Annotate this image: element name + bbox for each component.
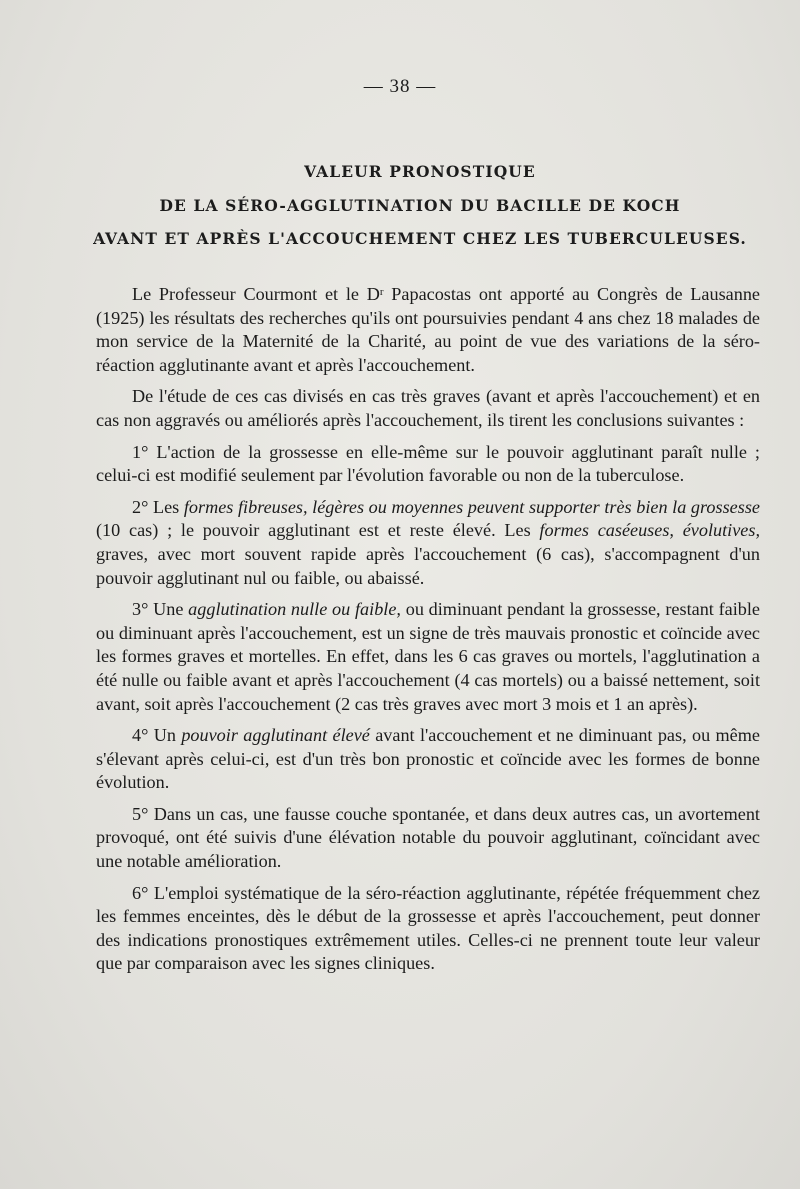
paragraph-text: (10 cas) ; le pouvoir agglutinant est et reste élevé. Les — [96, 520, 540, 541]
title-line-2: DE LA SÉRO-AGGLUTINATION DU BACILLE DE KOCH — [159, 195, 681, 215]
title-line-1: VALEUR PRONOSTIQUE — [304, 162, 536, 181]
conclusion-3 — [96, 598, 760, 716]
paragraph-study — [96, 385, 760, 432]
italic-text: agglutination nulle ou faible, — [188, 599, 401, 620]
conclusion-4 — [96, 724, 760, 795]
paragraph-text: 2° Les — [132, 496, 184, 517]
conclusion-1 — [96, 441, 760, 488]
paragraph-text: De l'étude de ces cas divisés en cas très graves (avant et après l'accouchement) et en cas non aggravés ou améliorés après l'accouchement, ils tirent les conclusions suivantes : — [96, 386, 760, 430]
page-number: — 38 — — [363, 76, 437, 97]
conclusion-2 — [96, 496, 760, 590]
paragraph-text: 1° L'action de la grossesse en elle-même sur le pouvoir agglutinant paraît nulle ; celui-ci est modifié seulement par l'évolution favorable ou non de la tuberculose. — [96, 441, 760, 486]
section-title — [60, 155, 780, 256]
paragraph-text: 6° L'emploi systématique de la séro-réaction agglutinante, répétée fréquemment chez les femmes enceintes, dès le début de la grossesse et après l'accouchement, peut donner des indications pronostiques extrêmement utiles. Celles-ci ne prennent toute leur valeur que par comparaison avec les signes cliniques. — [96, 882, 760, 974]
conclusion-6 — [96, 882, 760, 976]
paragraph-text: ou diminuant pendant la grossesse, restant faible ou diminuant après l'accouchement, est un signe de très mauvais pronostic et coïncide avec les formes graves et mortelles. En effet, dans les 6 cas graves ou mortels, l'agglutination a été nulle ou faible avant et après l'accouchement (4 cas mortels) ou a baissé nettement, soit avant, soit après l'accouchement (2 cas très graves avec mort 3 mois et 1 an après). — [96, 599, 760, 714]
superscript: r — [379, 286, 384, 298]
paragraph-intro — [96, 283, 760, 377]
paragraph-text: 4° Un — [132, 725, 182, 746]
italic-text: pouvoir agglutinant élevé — [181, 725, 370, 746]
paragraph-text: Papacostas ont apporté au Congrès de Lausanne (1925) les résultats des recherches qu'ils ont poursuivies pendant 4 ans chez 18 malades de mon service de la Maternité de la Charité, au point de vue des variations de la séro-réaction agglutinante avant et après l'accouchement. — [96, 284, 760, 375]
conclusion-5 — [96, 803, 760, 874]
paragraph-text: graves, avec mort souvent rapide après l'accouchement (6 cas), s'accompagnent d'un pouvoir agglutinant nul ou faible, ou abaissé. — [96, 543, 760, 588]
title-line-3: AVANT ET APRÈS L'ACCOUCHEMENT CHEZ LES TUBERCULEUSES. — [93, 229, 747, 248]
paragraph-text: avant l'accouchement et ne diminuant pas, ou même s'élevant après celui-ci, est d'un très bon pronostic et coïncide avec les formes de bonne évolution. — [96, 725, 760, 793]
body-text — [96, 283, 760, 984]
paragraph-text: 5° Dans un cas, une fausse couche spontanée, et dans deux autres cas, un avortement provoqué, ont été suivis d'une élévation notable du pouvoir agglutinant, coïncidant avec une notable amélioration. — [96, 803, 760, 872]
paragraph-text: 3° Une — [132, 599, 189, 620]
italic-text: formes caséeuses, évolutives, — [539, 520, 760, 541]
paragraph-text: Le Professeur Courmont et le D — [132, 284, 380, 304]
italic-text: formes fibreuses, légères ou moyennes peuvent supporter très bien la grossesse — [183, 496, 760, 517]
